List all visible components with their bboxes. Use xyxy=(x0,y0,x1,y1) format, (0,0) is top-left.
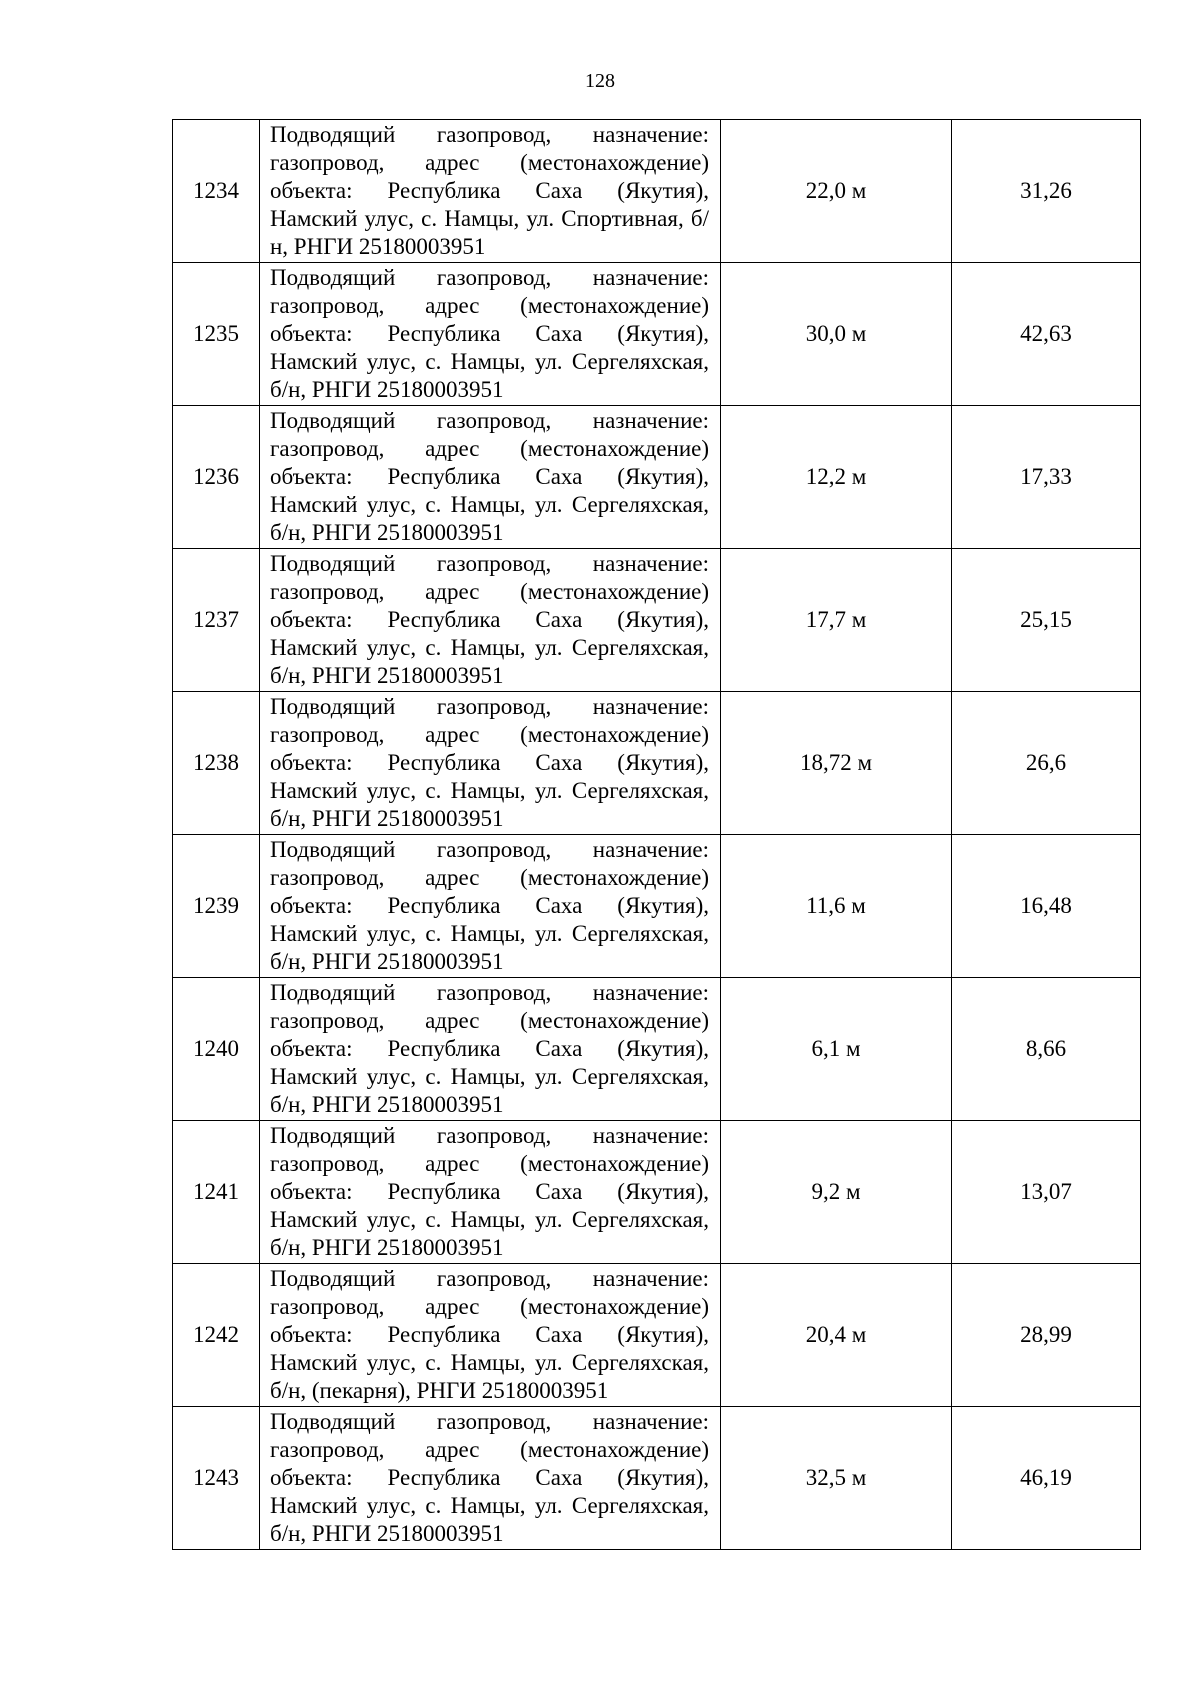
value-cell: 42,63 xyxy=(952,263,1141,406)
value-cell: 16,48 xyxy=(952,835,1141,978)
length-cell: 6,1 м xyxy=(721,978,952,1121)
row-number-cell: 1241 xyxy=(173,1121,260,1264)
object-description-cell: Подводящий газопровод, назначение: газопровод, адрес (местонахождение) объекта: Республика Саха (Якутия), Намский улус, с. Намцы, ул. Сергеляхская, б/н, РНГИ 25180003951 xyxy=(260,1121,721,1264)
value-cell: 31,26 xyxy=(952,120,1141,263)
object-description-cell: Подводящий газопровод, назначение: газопровод, адрес (местонахождение) объекта: Республика Саха (Якутия), Намский улус, с. Намцы, ул. Сергеляхская, б/н, (пекарня), РНГИ 25180003951 xyxy=(260,1264,721,1407)
table-row xyxy=(173,1407,1141,1550)
value-cell: 13,07 xyxy=(952,1121,1141,1264)
row-number-cell: 1240 xyxy=(173,978,260,1121)
object-description-cell: Подводящий газопровод, назначение: газопровод, адрес (местонахождение) объекта: Республика Саха (Якутия), Намский улус, с. Намцы, ул. Сергеляхская, б/н, РНГИ 25180003951 xyxy=(260,692,721,835)
row-number-cell: 1238 xyxy=(173,692,260,835)
length-cell: 11,6 м xyxy=(721,835,952,978)
table-row xyxy=(173,835,1141,978)
value-cell: 8,66 xyxy=(952,978,1141,1121)
value-cell: 28,99 xyxy=(952,1264,1141,1407)
row-number-cell: 1239 xyxy=(173,835,260,978)
registry-table xyxy=(172,119,1141,1550)
row-number-cell: 1236 xyxy=(173,406,260,549)
row-number-cell: 1234 xyxy=(173,120,260,263)
value-cell: 26,6 xyxy=(952,692,1141,835)
object-description-cell: Подводящий газопровод, назначение: газопровод, адрес (местонахождение) объекта: Республика Саха (Якутия), Намский улус, с. Намцы, ул. Сергеляхская, б/н, РНГИ 25180003951 xyxy=(260,549,721,692)
row-number-cell: 1243 xyxy=(173,1407,260,1550)
table-row xyxy=(173,1264,1141,1407)
table-row xyxy=(173,406,1141,549)
table-row xyxy=(173,692,1141,835)
page-number: 128 xyxy=(585,70,615,92)
table-row xyxy=(173,978,1141,1121)
registry-table-body xyxy=(173,120,1141,1550)
length-cell: 32,5 м xyxy=(721,1407,952,1550)
length-cell: 18,72 м xyxy=(721,692,952,835)
object-description-cell: Подводящий газопровод, назначение: газопровод, адрес (местонахождение) объекта: Республика Саха (Якутия), Намский улус, с. Намцы, ул. Сергеляхская, б/н, РНГИ 25180003951 xyxy=(260,263,721,406)
length-cell: 9,2 м xyxy=(721,1121,952,1264)
value-cell: 17,33 xyxy=(952,406,1141,549)
length-cell: 12,2 м xyxy=(721,406,952,549)
row-number-cell: 1235 xyxy=(173,263,260,406)
object-description-cell: Подводящий газопровод, назначение: газопровод, адрес (местонахождение) объекта: Республика Саха (Якутия), Намский улус, с. Намцы, ул. Сергеляхская, б/н, РНГИ 25180003951 xyxy=(260,835,721,978)
table-row xyxy=(173,1121,1141,1264)
row-number-cell: 1242 xyxy=(173,1264,260,1407)
row-number-cell: 1237 xyxy=(173,549,260,692)
table-row xyxy=(173,120,1141,263)
length-cell: 22,0 м xyxy=(721,120,952,263)
object-description-cell: Подводящий газопровод, назначение: газопровод, адрес (местонахождение) объекта: Республика Саха (Якутия), Намский улус, с. Намцы, ул. Сергеляхская, б/н, РНГИ 25180003951 xyxy=(260,1407,721,1550)
table-row xyxy=(173,263,1141,406)
length-cell: 20,4 м xyxy=(721,1264,952,1407)
object-description-cell: Подводящий газопровод, назначение: газопровод, адрес (местонахождение) объекта: Республика Саха (Якутия), Намский улус, с. Намцы, ул. Сергеляхская, б/н, РНГИ 25180003951 xyxy=(260,978,721,1121)
object-description-cell: Подводящий газопровод, назначение: газопровод, адрес (местонахождение) объекта: Республика Саха (Якутия), Намский улус, с. Намцы, ул. Сергеляхская, б/н, РНГИ 25180003951 xyxy=(260,406,721,549)
length-cell: 17,7 м xyxy=(721,549,952,692)
length-cell: 30,0 м xyxy=(721,263,952,406)
value-cell: 25,15 xyxy=(952,549,1141,692)
object-description-cell: Подводящий газопровод, назначение: газопровод, адрес (местонахождение) объекта: Республика Саха (Якутия), Намский улус, с. Намцы, ул. Спортивная, б/н, РНГИ 25180003951 xyxy=(260,120,721,263)
value-cell: 46,19 xyxy=(952,1407,1141,1550)
table-row xyxy=(173,549,1141,692)
